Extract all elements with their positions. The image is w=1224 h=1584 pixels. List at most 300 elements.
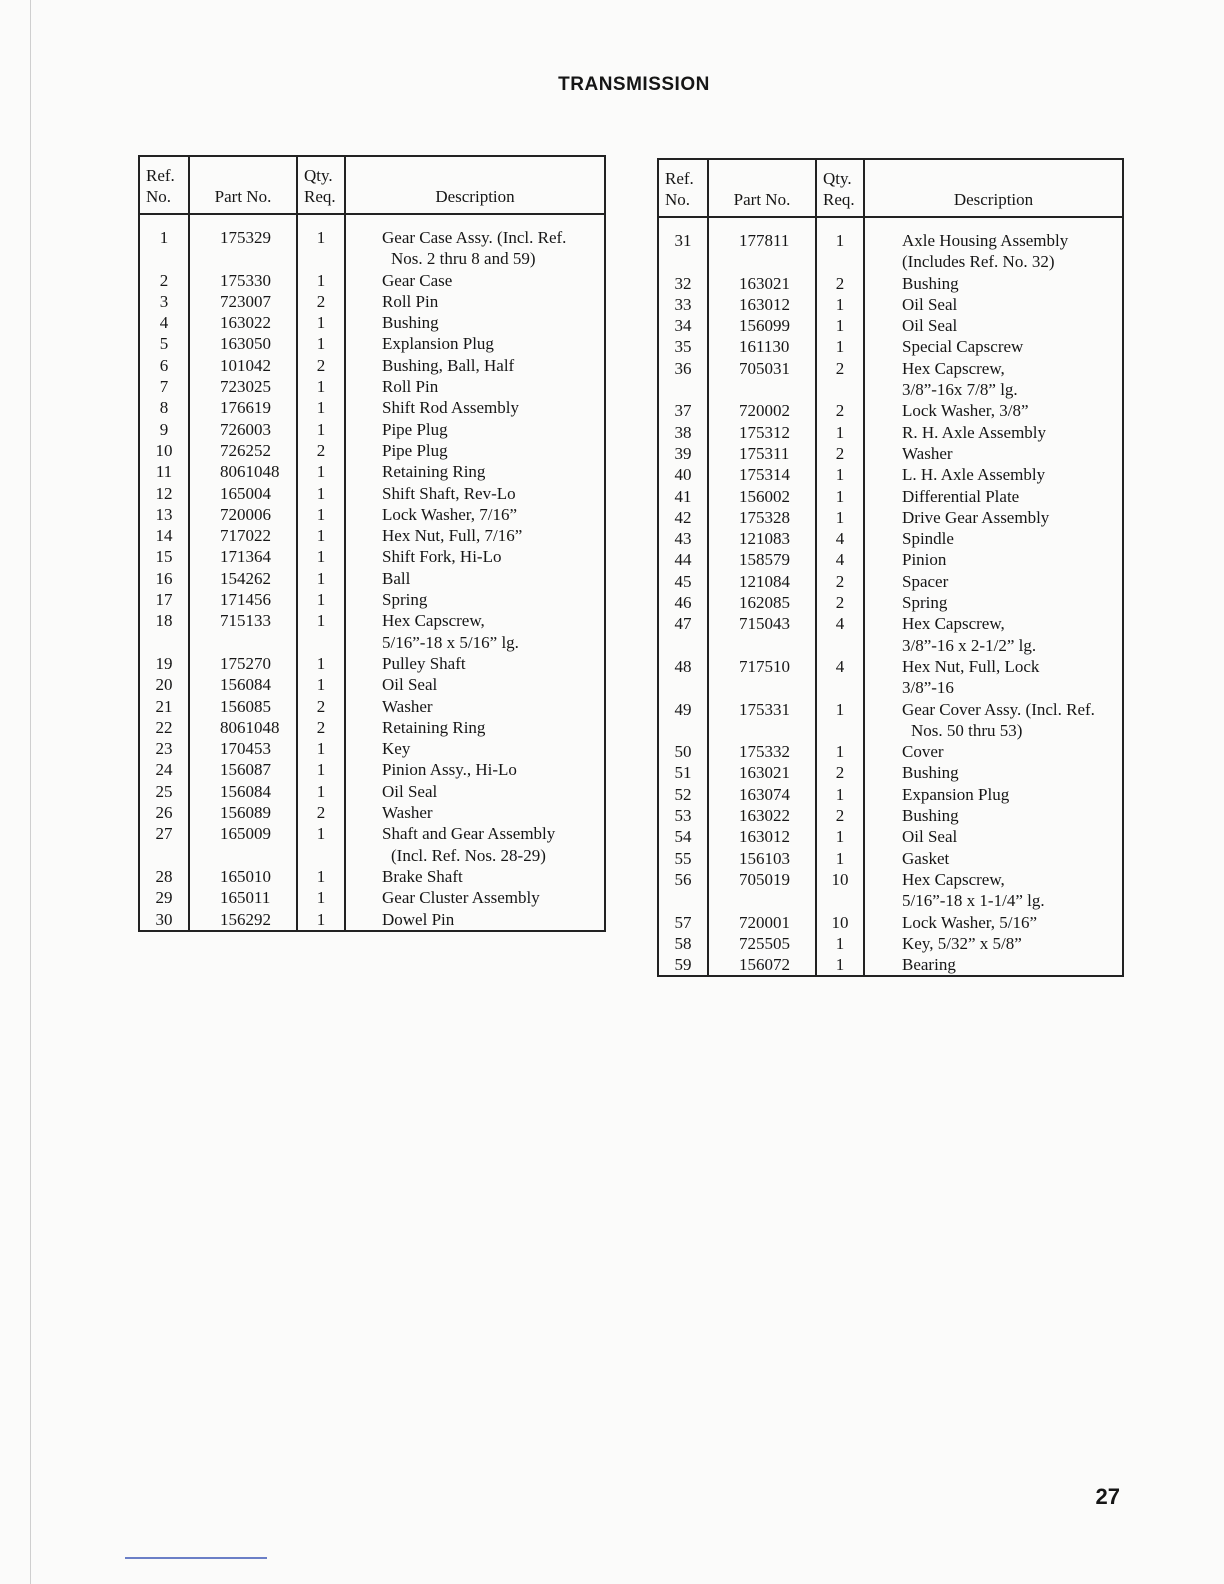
qty-cell: 2: [297, 696, 345, 717]
qty-cell: 1: [297, 333, 345, 354]
ref-cell: 10: [139, 440, 189, 461]
description-cell: [345, 397, 605, 418]
description-line: Lock Washer, 7/16”: [382, 504, 518, 524]
description-line-2: 3/8”-16 x 2-1/2” lg.: [902, 635, 1037, 655]
description-line: Cover: [902, 742, 944, 762]
qty-cell: 1: [297, 759, 345, 780]
description-line: Axle Housing Assembly: [902, 231, 1069, 250]
description-line: Shift Shaft, Rev-Lo: [382, 483, 516, 503]
qty-cell: 2: [816, 762, 864, 783]
description-line: Key: [382, 739, 411, 759]
description-line: Shift Rod Assembly: [382, 398, 519, 418]
ref-cell: 34: [658, 315, 708, 336]
table-row: [139, 504, 605, 525]
ref-cell: 41: [658, 486, 708, 507]
table-row: [139, 483, 605, 504]
description-line: Bushing: [902, 806, 959, 826]
description-line: Spindle: [902, 529, 954, 549]
part-number-cell: 156084: [189, 674, 297, 695]
qty-cell: 4: [816, 528, 864, 549]
ref-cell: 29: [139, 887, 189, 908]
description-cell: [345, 333, 605, 354]
part-number-cell: 156099: [708, 315, 816, 336]
description-cell: [345, 717, 605, 738]
description-line: Hex Capscrew,: [902, 614, 1005, 634]
qty-cell: 1: [297, 461, 345, 482]
description-cell: [345, 781, 605, 802]
table-row: [658, 486, 1123, 507]
ref-cell: 42: [658, 507, 708, 528]
table-row: [658, 422, 1123, 443]
part-number-cell: 161130: [708, 336, 816, 357]
qty-cell: 1: [297, 214, 345, 270]
description-cell: [345, 214, 605, 270]
header-part-no: Part No.: [708, 159, 816, 217]
parts-body-right: [658, 217, 1123, 976]
table-row: [139, 781, 605, 802]
table-row: [139, 419, 605, 440]
part-number-cell: 175270: [189, 653, 297, 674]
header-qty: Qty. Req.: [816, 159, 864, 217]
description-line: Spring: [902, 593, 948, 613]
description-line: Gear Case: [382, 270, 453, 290]
part-number-cell: 176619: [189, 397, 297, 418]
description-cell: [864, 422, 1123, 443]
table-row: [139, 717, 605, 738]
qty-cell: 2: [297, 717, 345, 738]
description-cell: [864, 656, 1123, 699]
ref-cell: 46: [658, 592, 708, 613]
ref-cell: 50: [658, 741, 708, 762]
description-cell: [864, 592, 1123, 613]
ref-cell: 30: [139, 909, 189, 931]
description-cell: [864, 869, 1123, 912]
part-number-cell: 717510: [708, 656, 816, 699]
description-cell: [864, 805, 1123, 826]
description-line: Pulley Shaft: [382, 653, 466, 673]
description-cell: [345, 589, 605, 610]
qty-cell: 1: [297, 866, 345, 887]
part-number-cell: 163021: [708, 273, 816, 294]
description-line: Expansion Plug: [902, 784, 1010, 804]
part-number-cell: 726003: [189, 419, 297, 440]
qty-cell: 2: [816, 805, 864, 826]
description-line: Washer: [902, 443, 953, 463]
table-row: [139, 355, 605, 376]
qty-cell: 1: [297, 823, 345, 866]
table-row: [139, 653, 605, 674]
description-line: Special Capscrew: [902, 337, 1024, 357]
ref-cell: 9: [139, 419, 189, 440]
description-line: Spring: [382, 590, 428, 610]
header-description: Description: [864, 159, 1123, 217]
qty-cell: 1: [816, 217, 864, 273]
part-number-cell: 177811: [708, 217, 816, 273]
description-cell: [345, 823, 605, 866]
table-row: [658, 294, 1123, 315]
part-number-cell: 156084: [189, 781, 297, 802]
qty-cell: 1: [816, 933, 864, 954]
description-cell: [345, 440, 605, 461]
ref-cell: 37: [658, 400, 708, 421]
table-row: [139, 696, 605, 717]
ref-cell: 33: [658, 294, 708, 315]
table-row: [658, 443, 1123, 464]
description-cell: [864, 358, 1123, 401]
part-number-cell: 175332: [708, 741, 816, 762]
description-cell: [345, 270, 605, 291]
qty-cell: 2: [297, 355, 345, 376]
ref-cell: 45: [658, 571, 708, 592]
description-line: Hex Capscrew,: [382, 611, 485, 631]
part-number-cell: 121084: [708, 571, 816, 592]
part-number-cell: 163022: [189, 312, 297, 333]
table-row: [658, 571, 1123, 592]
description-cell: [864, 933, 1123, 954]
table-row: [139, 887, 605, 908]
description-line: Retaining Ring: [382, 717, 486, 737]
table-row: [139, 759, 605, 780]
description-cell: [345, 909, 605, 931]
part-number-cell: 101042: [189, 355, 297, 376]
header-qty: Qty. Req.: [297, 156, 345, 214]
part-number-cell: 726252: [189, 440, 297, 461]
description-line-2: 5/16”-18 x 1-1/4” lg.: [902, 891, 1045, 911]
description-cell: [345, 312, 605, 333]
ref-cell: 8: [139, 397, 189, 418]
qty-cell: 1: [816, 422, 864, 443]
description-cell: [864, 273, 1123, 294]
description-line: Pinion: [902, 550, 947, 570]
description-line: Oil Seal: [902, 827, 958, 847]
part-number-cell: 705031: [708, 358, 816, 401]
description-line: Bushing: [382, 313, 439, 333]
table-row: [139, 674, 605, 695]
description-cell: [345, 568, 605, 589]
qty-cell: 1: [816, 741, 864, 762]
table-row: [139, 440, 605, 461]
qty-cell: 1: [297, 674, 345, 695]
description-cell: [345, 419, 605, 440]
description-line-2: 3/8”-16x 7/8” lg.: [902, 380, 1018, 400]
description-line: Washer: [382, 696, 433, 716]
scan-margin-line: [30, 0, 31, 1584]
part-number-cell: 158579: [708, 549, 816, 570]
part-number-cell: 156087: [189, 759, 297, 780]
description-line-2: (Incl. Ref. Nos. 28-29): [391, 845, 546, 865]
qty-cell: 1: [297, 887, 345, 908]
table-row: [658, 848, 1123, 869]
ref-cell: 59: [658, 954, 708, 976]
part-number-cell: 725505: [708, 933, 816, 954]
table-row: [139, 397, 605, 418]
description-line: Oil Seal: [902, 316, 958, 336]
table-row: [139, 214, 605, 270]
description-line: Oil Seal: [902, 294, 958, 314]
part-number-cell: 165009: [189, 823, 297, 866]
table-row: [139, 589, 605, 610]
part-number-cell: 175314: [708, 464, 816, 485]
part-number-cell: 175311: [708, 443, 816, 464]
description-cell: [864, 826, 1123, 847]
description-cell: [345, 546, 605, 567]
ref-cell: 32: [658, 273, 708, 294]
description-cell: [864, 954, 1123, 976]
qty-cell: 2: [816, 400, 864, 421]
part-number-cell: 165004: [189, 483, 297, 504]
ref-cell: 28: [139, 866, 189, 887]
table-row: [658, 273, 1123, 294]
description-cell: [864, 315, 1123, 336]
ref-cell: 49: [658, 699, 708, 742]
qty-cell: 1: [816, 294, 864, 315]
description-cell: [864, 784, 1123, 805]
qty-cell: 4: [816, 613, 864, 656]
description-cell: [864, 762, 1123, 783]
part-number-cell: 8061048: [189, 461, 297, 482]
ref-cell: 2: [139, 270, 189, 291]
qty-cell: 1: [297, 504, 345, 525]
part-number-cell: 175331: [708, 699, 816, 742]
qty-cell: 1: [297, 738, 345, 759]
part-number-cell: 170453: [189, 738, 297, 759]
description-line: Pipe Plug: [382, 440, 448, 460]
part-number-cell: 163022: [708, 805, 816, 826]
table-row: [658, 741, 1123, 762]
description-line: Dowel Pin: [382, 909, 455, 929]
page-number: 27: [1095, 1484, 1120, 1509]
description-cell: [345, 738, 605, 759]
parts-table-right: [657, 158, 1124, 977]
ref-cell: 5: [139, 333, 189, 354]
table-row: [658, 549, 1123, 570]
qty-cell: 2: [816, 273, 864, 294]
description-cell: [864, 613, 1123, 656]
ref-cell: 4: [139, 312, 189, 333]
ref-cell: 19: [139, 653, 189, 674]
ref-cell: 6: [139, 355, 189, 376]
qty-cell: 1: [816, 315, 864, 336]
description-line: Spacer: [902, 571, 949, 591]
table-row: [658, 762, 1123, 783]
part-number-cell: 156002: [708, 486, 816, 507]
page-title: TRANSMISSION: [558, 74, 710, 95]
part-number-cell: 723025: [189, 376, 297, 397]
description-cell: [864, 571, 1123, 592]
parts-body-left: [139, 214, 605, 931]
description-line: Pipe Plug: [382, 419, 448, 439]
description-line: Gear Case Assy. (Incl. Ref.: [382, 228, 567, 247]
description-line: Pinion Assy., Hi-Lo: [382, 760, 517, 780]
header-ref: Ref. No.: [139, 156, 189, 214]
table-row: [139, 909, 605, 931]
description-cell: [345, 653, 605, 674]
ref-cell: 54: [658, 826, 708, 847]
qty-cell: 1: [816, 954, 864, 976]
header-description: Description: [345, 156, 605, 214]
part-number-cell: 156072: [708, 954, 816, 976]
description-line: Lock Washer, 3/8”: [902, 401, 1029, 421]
header-part-no: Part No.: [189, 156, 297, 214]
table-row: [658, 912, 1123, 933]
ref-cell: 18: [139, 610, 189, 653]
part-number-cell: 175312: [708, 422, 816, 443]
table-row: [658, 217, 1123, 273]
part-number-cell: 154262: [189, 568, 297, 589]
part-number-cell: 720006: [189, 504, 297, 525]
description-cell: [864, 400, 1123, 421]
table-row: [658, 528, 1123, 549]
ref-cell: 43: [658, 528, 708, 549]
description-cell: [864, 507, 1123, 528]
description-line: Bushing, Ball, Half: [382, 355, 515, 375]
qty-cell: 2: [816, 592, 864, 613]
description-line: Gear Cluster Assembly: [382, 888, 540, 908]
table-row: [658, 656, 1123, 699]
ref-cell: 11: [139, 461, 189, 482]
qty-cell: 1: [297, 589, 345, 610]
table-row: [139, 333, 605, 354]
table-header-row: [658, 159, 1123, 217]
description-cell: [345, 483, 605, 504]
part-number-cell: 705019: [708, 869, 816, 912]
part-number-cell: 720001: [708, 912, 816, 933]
ref-cell: 44: [658, 549, 708, 570]
ref-cell: 1: [139, 214, 189, 270]
qty-cell: 2: [297, 440, 345, 461]
description-cell: [864, 336, 1123, 357]
part-number-cell: 156103: [708, 848, 816, 869]
qty-cell: 2: [297, 802, 345, 823]
part-number-cell: 171364: [189, 546, 297, 567]
description-cell: [864, 443, 1123, 464]
ref-cell: 7: [139, 376, 189, 397]
ref-cell: 22: [139, 717, 189, 738]
part-number-cell: 163050: [189, 333, 297, 354]
table-row: [139, 312, 605, 333]
description-cell: [864, 464, 1123, 485]
qty-cell: 1: [816, 464, 864, 485]
description-line: Hex Nut, Full, Lock: [902, 656, 1040, 676]
description-line-2: 3/8”-16: [902, 678, 954, 698]
ref-cell: 17: [139, 589, 189, 610]
description-line: Bearing: [902, 955, 956, 975]
qty-cell: 2: [816, 571, 864, 592]
part-number-cell: 165010: [189, 866, 297, 887]
part-number-cell: 163012: [708, 294, 816, 315]
qty-cell: 1: [297, 546, 345, 567]
description-line: Lock Washer, 5/16”: [902, 912, 1038, 932]
table-row: [658, 400, 1123, 421]
description-line: Hex Capscrew,: [902, 358, 1005, 378]
qty-cell: 2: [816, 443, 864, 464]
table-row: [139, 461, 605, 482]
qty-cell: 1: [297, 419, 345, 440]
table-row: [139, 738, 605, 759]
table-header-row: [139, 156, 605, 214]
description-cell: [345, 759, 605, 780]
table-row: [139, 610, 605, 653]
qty-cell: 4: [816, 549, 864, 570]
description-line: Gasket: [902, 848, 950, 868]
description-line: Oil Seal: [382, 781, 438, 801]
description-cell: [864, 741, 1123, 762]
table-row: [658, 336, 1123, 357]
description-cell: [345, 355, 605, 376]
description-cell: [864, 848, 1123, 869]
table-row: [658, 869, 1123, 912]
part-number-cell: 171456: [189, 589, 297, 610]
description-cell: [345, 610, 605, 653]
ref-cell: 51: [658, 762, 708, 783]
ref-cell: 38: [658, 422, 708, 443]
description-line: Retaining Ring: [382, 462, 486, 482]
ref-cell: 15: [139, 546, 189, 567]
table-row: [139, 525, 605, 546]
qty-cell: 10: [816, 869, 864, 912]
qty-cell: 1: [816, 826, 864, 847]
ref-cell: 21: [139, 696, 189, 717]
ref-cell: 26: [139, 802, 189, 823]
part-number-cell: 165011: [189, 887, 297, 908]
ref-cell: 58: [658, 933, 708, 954]
qty-cell: 1: [297, 525, 345, 546]
part-number-cell: 715133: [189, 610, 297, 653]
description-cell: [345, 461, 605, 482]
ref-cell: 13: [139, 504, 189, 525]
qty-cell: 1: [297, 653, 345, 674]
ref-cell: 27: [139, 823, 189, 866]
description-line-2: Nos. 2 thru 8 and 59): [391, 249, 536, 269]
qty-cell: 1: [816, 848, 864, 869]
table-row: [139, 270, 605, 291]
part-number-cell: 717022: [189, 525, 297, 546]
description-line: Ball: [382, 568, 411, 588]
description-cell: [345, 525, 605, 546]
table-row: [658, 507, 1123, 528]
ref-cell: 23: [139, 738, 189, 759]
description-cell: [345, 504, 605, 525]
description-cell: [864, 294, 1123, 315]
table-row: [139, 376, 605, 397]
description-line: Bushing: [902, 763, 959, 783]
description-cell: [864, 912, 1123, 933]
description-line: Shift Fork, Hi-Lo: [382, 547, 502, 567]
table-row: [658, 592, 1123, 613]
table-row: [139, 823, 605, 866]
part-number-cell: 175330: [189, 270, 297, 291]
header-ref: Ref. No.: [658, 159, 708, 217]
description-line: Gear Cover Assy. (Incl. Ref.: [902, 699, 1095, 719]
qty-cell: 1: [816, 336, 864, 357]
part-number-cell: 720002: [708, 400, 816, 421]
ref-cell: 16: [139, 568, 189, 589]
description-line: Hex Capscrew,: [902, 869, 1005, 889]
part-number-cell: 156085: [189, 696, 297, 717]
qty-cell: 1: [297, 610, 345, 653]
description-line: R. H. Axle Assembly: [902, 422, 1047, 442]
part-number-cell: 163021: [708, 762, 816, 783]
description-cell: [864, 549, 1123, 570]
ref-cell: 47: [658, 613, 708, 656]
qty-cell: 1: [816, 486, 864, 507]
qty-cell: 1: [297, 483, 345, 504]
description-cell: [864, 699, 1123, 742]
table-row: [658, 784, 1123, 805]
ref-cell: 12: [139, 483, 189, 504]
part-number-cell: 175328: [708, 507, 816, 528]
table-row: [139, 291, 605, 312]
